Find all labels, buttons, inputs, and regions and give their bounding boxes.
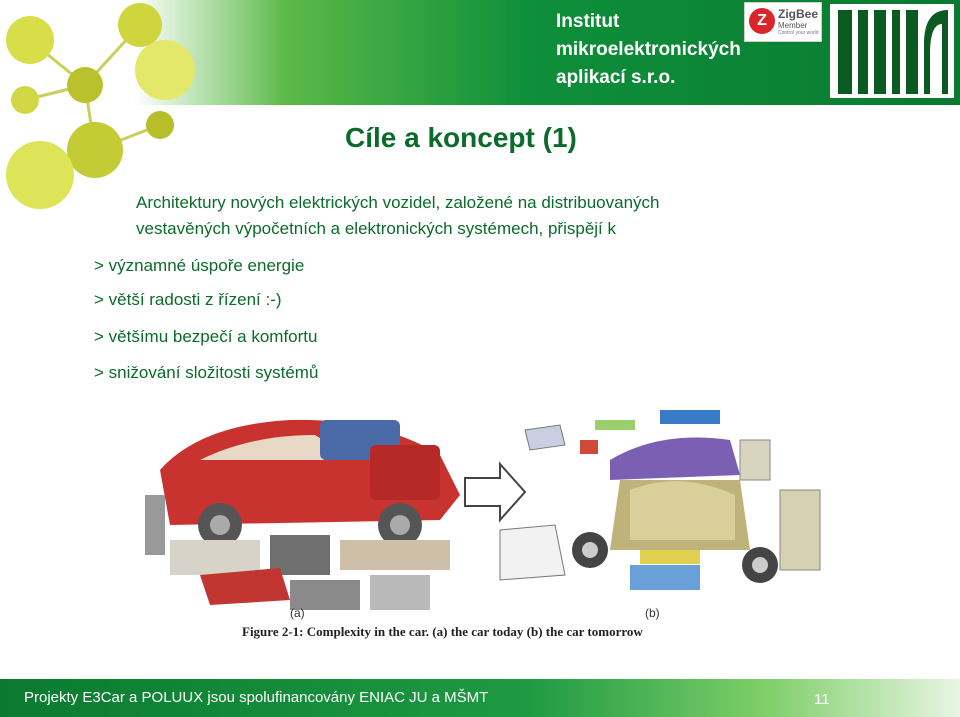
ima-logo bbox=[830, 4, 954, 98]
zigbee-tagline: Control your world bbox=[778, 30, 819, 36]
arrow-icon bbox=[465, 464, 525, 520]
molecule-decoration bbox=[0, 0, 210, 215]
zigbee-member: Member bbox=[778, 21, 808, 30]
intro-text bbox=[136, 190, 836, 242]
figure-label-a: (a) bbox=[290, 606, 305, 620]
institute-line-1: Institut bbox=[556, 11, 620, 32]
bullet-item: > většímu bezpečí a komfortu bbox=[94, 327, 318, 346]
zigbee-logo bbox=[744, 2, 822, 42]
intro-line-1: Architektury nových elektrických vozidel, založené na distribuovaných bbox=[136, 193, 660, 212]
intro-line-2: vestavěných výpočetních a elektronických systémech, přispějí k bbox=[136, 219, 616, 238]
zigbee-name: ZigBee bbox=[778, 7, 819, 21]
institute-line-3: aplikací s.r.o. bbox=[556, 67, 676, 88]
institute-line-2: mikroelektronických bbox=[556, 39, 741, 60]
bullet-item: > významné úspoře energie bbox=[94, 256, 305, 275]
car-tomorrow-illustration bbox=[500, 410, 820, 590]
zigbee-z-icon: Z bbox=[749, 8, 775, 34]
footer-text: Projekty E3Car a POLUUX jsou spolufinancovány ENIAC JU a MŠMT bbox=[24, 689, 489, 706]
bullet-item: > větší radosti z řízení :-) bbox=[94, 290, 282, 309]
car-today-illustration bbox=[145, 420, 460, 610]
figure-caption: Figure 2-1: Complexity in the car. (a) the car today (b) the car tomorrow bbox=[242, 624, 643, 639]
bullet-item: > snižování složitosti systémů bbox=[94, 363, 319, 382]
page-number: 11 bbox=[814, 691, 830, 708]
car-complexity-figure bbox=[140, 400, 830, 645]
slide-title: Cíle a koncept (1) bbox=[345, 122, 577, 153]
figure-label-b: (b) bbox=[645, 606, 660, 620]
